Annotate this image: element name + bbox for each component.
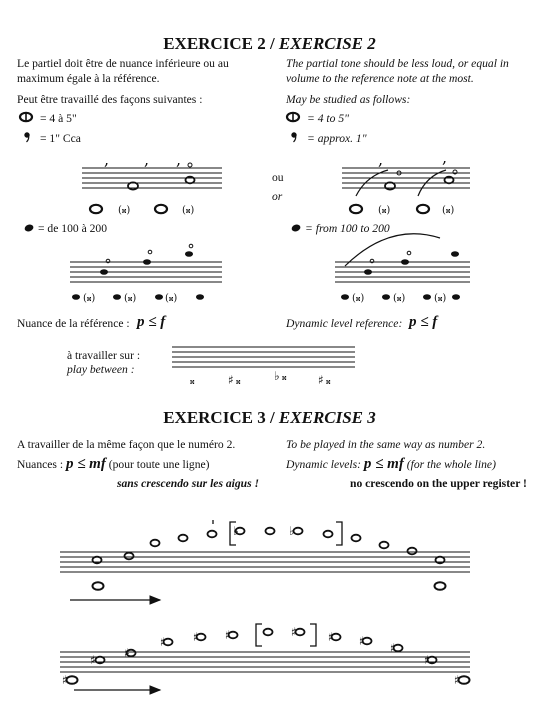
ex2-study-en: May be studied as follows:: [286, 93, 411, 106]
ex2-intro-fr-line2: maximum égale à la référence.: [17, 72, 160, 85]
svg-text:♯: ♯: [359, 634, 365, 648]
staff-ex2-fermata-right: [342, 168, 470, 188]
svg-text:𝄪: 𝄪: [190, 376, 195, 387]
ex2-work-fr: à travailler sur :: [67, 349, 141, 362]
ex2-fermata-en: = 4 to 5": [307, 112, 349, 125]
ex2-intro-en-line2: volume to the reference note at the most.: [286, 72, 474, 85]
svg-text:♯: ♯: [291, 625, 297, 639]
svg-text:♯: ♯: [454, 673, 460, 687]
exercise-2-title-fr: EXERCICE 2 /: [163, 34, 275, 53]
ex3-same-en: To be played in the same way as number 2.: [286, 438, 486, 451]
svg-text:,: ,: [442, 148, 448, 167]
ex2-study-fr: Peut être travaillé des façons suivantes :: [17, 93, 203, 106]
exercise-2-title-en: EXERCISE 2: [278, 34, 376, 53]
ex3-nuances-fr-label: Nuances :: [17, 458, 64, 471]
svg-text:(𝄪): (𝄪): [182, 205, 195, 216]
svg-text:,: ,: [144, 150, 150, 169]
exercise-3-title-fr: EXERCICE 3 /: [163, 408, 275, 427]
fermata-whole-note-icon: [20, 113, 299, 121]
svg-text:♯: ♯: [228, 373, 234, 387]
svg-text:,: ,: [104, 150, 110, 169]
ex2-dyn-ref-fr: p ≤ f: [137, 314, 166, 330]
ex2-intro-en-line1: The partial tone should be less loud, or equal in: [286, 57, 509, 70]
staff-ex3-line2: [60, 652, 470, 672]
svg-text:(𝄪): (𝄪): [83, 293, 96, 304]
ex2-work-en: play between :: [67, 363, 135, 376]
staff-ex2-tempo-left: [70, 262, 222, 282]
ex3-dyn-en: p ≤ mf: [363, 456, 404, 472]
svg-text:(𝄪): (𝄪): [442, 205, 455, 216]
svg-text:(𝄪): (𝄪): [352, 293, 365, 304]
staff-ex2-fermata-left: [82, 168, 222, 188]
exercise-3-title-en: EXERCISE 3: [278, 408, 376, 427]
svg-text:(𝄪): (𝄪): [434, 293, 447, 304]
svg-text:(𝄪): (𝄪): [118, 205, 131, 216]
ex2-fermata-fr: = 4 à 5": [40, 112, 77, 125]
svg-text:♯: ♯: [160, 635, 166, 649]
ex2-or: or: [272, 190, 283, 203]
black-note-icon: [24, 224, 300, 232]
breath-mark-icon: [25, 133, 296, 142]
svg-text:𝄪: 𝄪: [282, 372, 287, 383]
ex2-dyn-ref-en: p ≤ f: [409, 314, 438, 330]
svg-text:♯: ♯: [328, 630, 334, 644]
ex3-nuances-en-label: Dynamic levels:: [286, 458, 362, 471]
staff-ex2-tempo-right: [335, 262, 470, 282]
svg-text:,: ,: [378, 150, 384, 169]
ex2-tempo-en: = from 100 to 200: [305, 222, 390, 235]
ex3-nuances-fr-note: (pour toute une ligne): [108, 458, 210, 471]
svg-text:♭: ♭: [289, 524, 295, 538]
staff-ex3-line1: [60, 552, 470, 572]
svg-text:♯: ♯: [62, 673, 68, 687]
ex2-breath-en: = approx. 1": [307, 132, 367, 145]
ex3-dyn-fr: p ≤ mf: [65, 456, 106, 472]
svg-text:♯: ♯: [90, 653, 96, 667]
ex3-nocresc-fr: sans crescendo sur les aigus !: [117, 477, 260, 490]
ex3-same-fr: A travailler de la même façon que le numéro 2.: [17, 438, 236, 451]
svg-text:(𝄪): (𝄪): [165, 293, 178, 304]
staff-ex2-range: [172, 347, 355, 367]
svg-text:♭: ♭: [274, 369, 280, 383]
svg-text:♯: ♯: [225, 628, 231, 642]
ex3-nuances-en-note: (for the whole line): [406, 458, 496, 471]
svg-text:(𝄪): (𝄪): [124, 293, 137, 304]
svg-text:(𝄪): (𝄪): [393, 293, 406, 304]
svg-text:(𝄪): (𝄪): [378, 205, 391, 216]
ex2-breath-fr: = 1" Cca: [40, 132, 81, 145]
svg-text:𝄪: 𝄪: [326, 376, 331, 387]
ex2-nuance-en: Dynamic level reference:: [286, 317, 403, 330]
ex2-ou: ou: [272, 171, 284, 184]
svg-text:♭: ♭: [233, 524, 239, 538]
svg-text:♯: ♯: [124, 646, 130, 660]
svg-text:𝄪: 𝄪: [236, 376, 241, 387]
svg-text:♯: ♯: [424, 653, 430, 667]
svg-text:♯: ♯: [318, 373, 324, 387]
svg-text:♯: ♯: [390, 641, 396, 655]
ex2-intro-fr-line1: Le partiel doit être de nuance inférieure ou au: [17, 57, 229, 70]
svg-text:♯: ♯: [193, 630, 199, 644]
ex2-nuance-fr: Nuance de la référence :: [17, 317, 130, 330]
svg-text:,: ,: [176, 150, 182, 169]
ex3-nocresc-en: no crescendo on the upper register !: [350, 477, 527, 490]
ex2-tempo-fr: = de 100 à 200: [38, 222, 108, 235]
